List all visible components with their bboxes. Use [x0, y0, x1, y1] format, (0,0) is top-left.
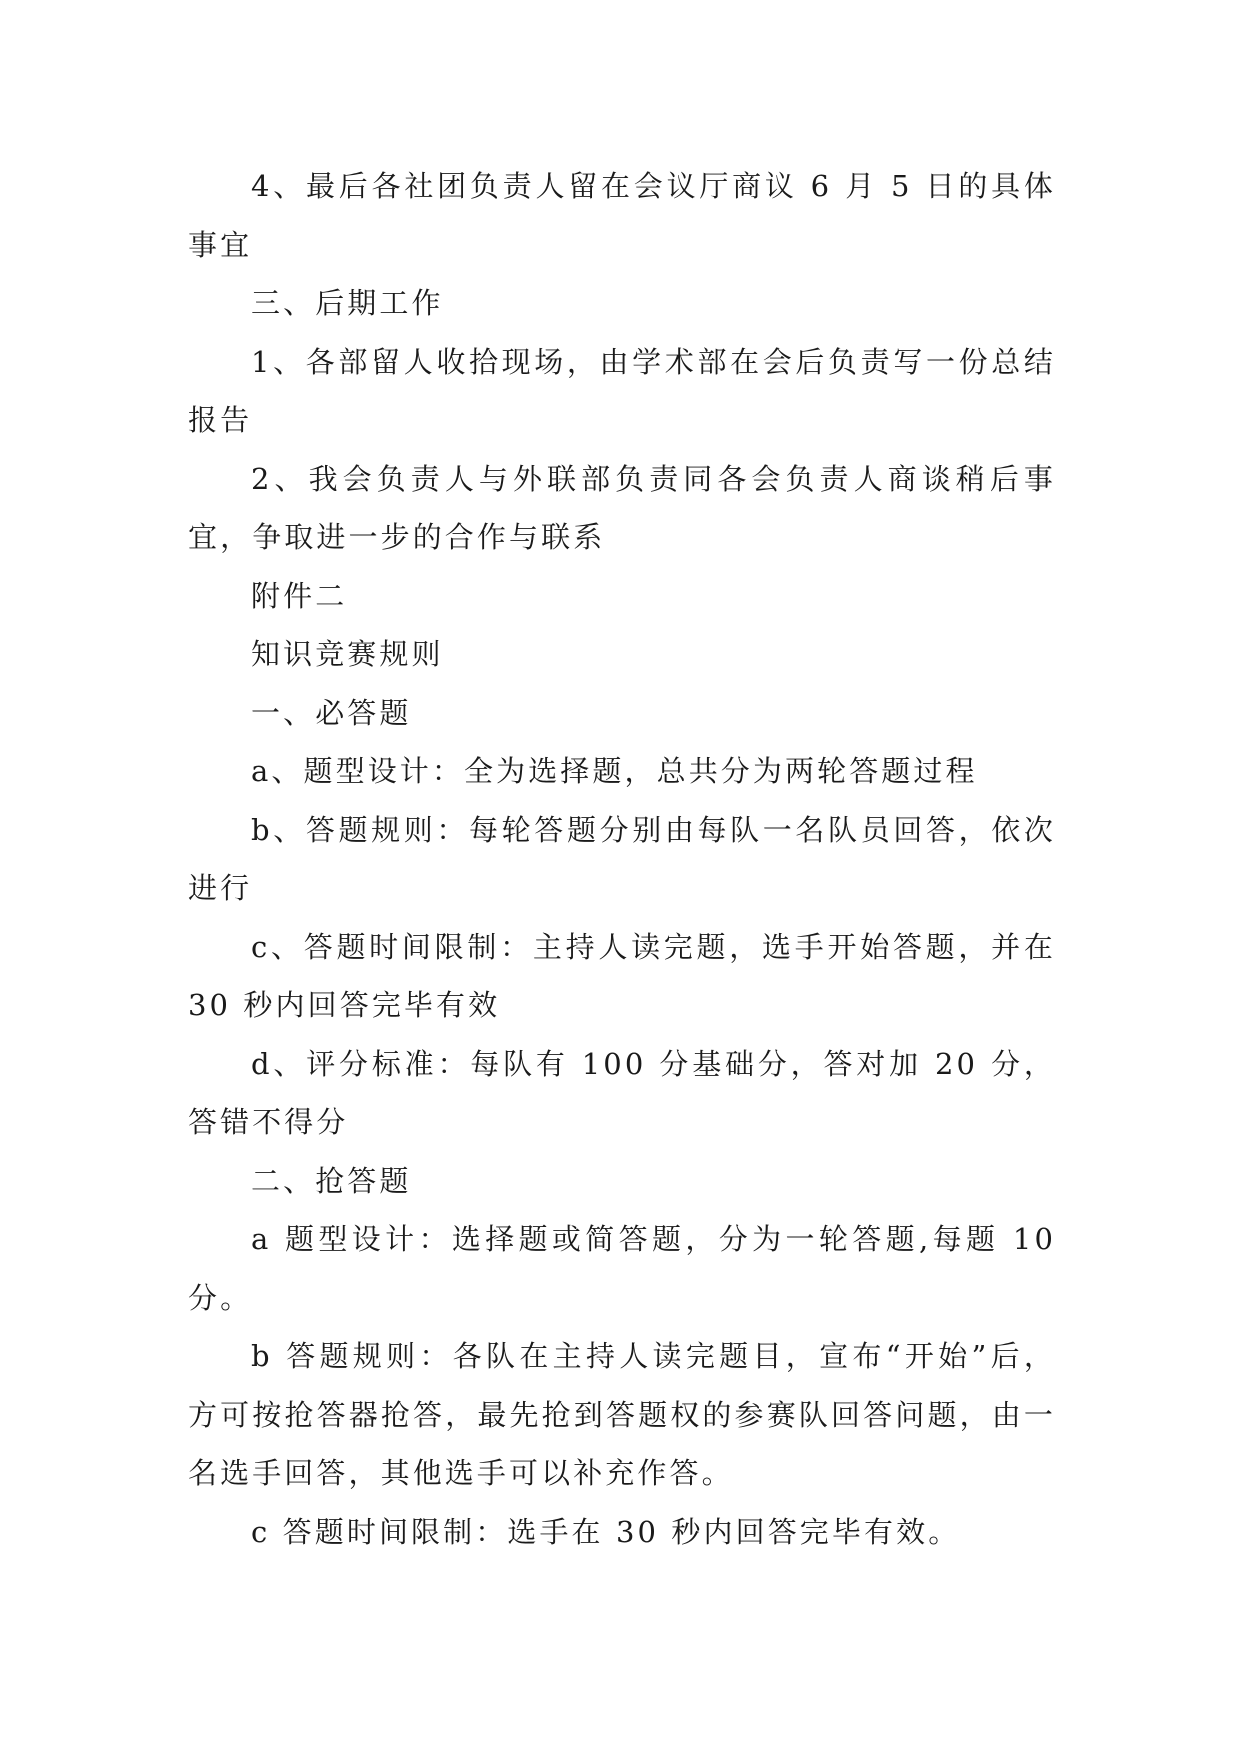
rule-buzzer-a: a 题型设计：选择题或简答题，分为一轮答题,每题 10 分。: [188, 1222, 1056, 1315]
heading-required-questions: 一、必答题: [251, 695, 412, 730]
rule-required-d: d、评分标准：每队有 100 分基础分，答对加 20 分，答错不得分: [188, 1046, 1056, 1139]
rule-buzzer-b: b 答题规则：各队在主持人读完题目，宣布“开始”后，方可按抢答器抢答，最先抢到答题权的参赛队回答问题，由一名选手回答，其他选手可以补充作答。: [188, 1339, 1056, 1490]
heading-buzzer-questions: 二、抢答题: [251, 1163, 412, 1198]
rule-required-b: b、答题规则：每轮答题分别由每队一名队员回答，依次进行: [188, 812, 1056, 905]
document-body: [188, 157, 1056, 1561]
heading-later-work: 三、后期工作: [251, 286, 444, 320]
rule-required-c: c、答题时间限制：主持人读完题，选手开始答题，并在 30 秒内回答完毕有效: [188, 929, 1056, 1022]
paragraph-later-item-1: 1、各部留人收拾现场，由学术部在会后负责写一份总结报告: [188, 344, 1056, 437]
attachment-label: 附件二: [251, 578, 348, 613]
rule-buzzer-c: c 答题时间限制：选手在 30 秒内回答完毕有效。: [251, 1514, 961, 1549]
paragraph-meeting-item-4: 4、最后各社团负责人留在会议厅商议 6 月 5 日的具体事宜: [188, 169, 1056, 262]
rule-required-a: a、题型设计：全为选择题，总共分为两轮答题过程: [251, 754, 978, 788]
paragraph-later-item-2: 2、我会负责人与外联部负责同各会负责人商谈稍后事宜，争取进一步的合作与联系: [188, 461, 1056, 554]
section-title-quiz-rules: 知识竞赛规则: [251, 637, 444, 671]
